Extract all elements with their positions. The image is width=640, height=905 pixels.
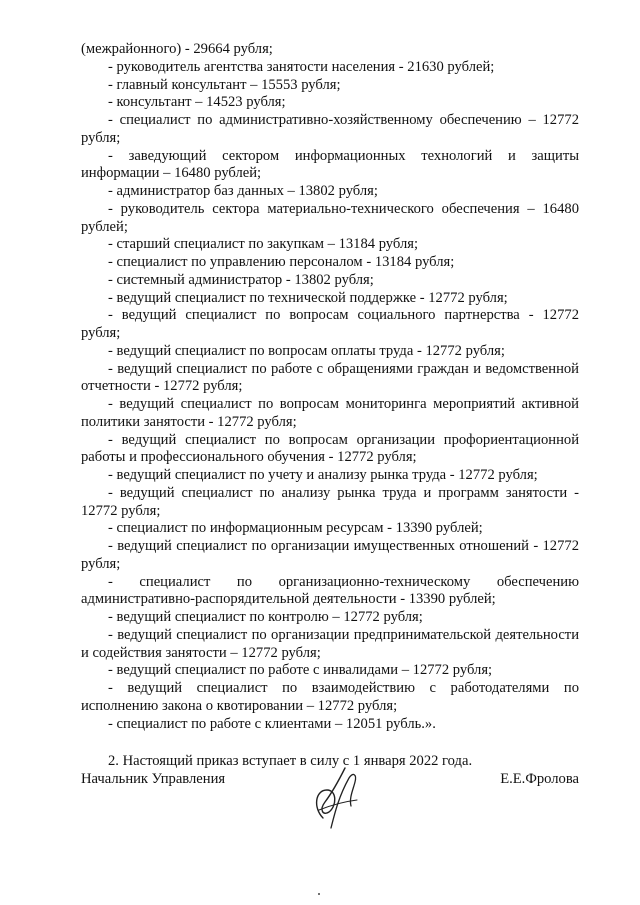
paragraph: - ведущий специалист по организации предпринимательской деятельности и содействия занятости – 12772 рубля;: [81, 626, 579, 661]
paragraph: - ведущий специалист по вопросам организации профориентационной работы и профессионального обучения - 12772 рубля;: [81, 431, 579, 466]
paragraph: - администратор баз данных – 13802 рубля;: [108, 183, 378, 199]
document-body: [81, 41, 579, 771]
paragraph: - специалист по административно-хозяйственному обеспечению – 12772 рубля;: [81, 112, 579, 146]
paragraph: - специалист по информационным ресурсам - 13390 рублей;: [108, 520, 483, 537]
paragraph: - системный администратор - 13802 рубля;: [108, 271, 374, 288]
paragraph: - ведущий специалист по организации имущественных отношений - 12772 рубля;: [81, 538, 579, 572]
paragraph: - ведущий специалист по взаимодействию с работодателями по исполнению закона о квотировании – 12772 рубля;: [81, 680, 579, 714]
signatory-title: Начальник Управления: [81, 771, 226, 787]
paragraph: - руководитель сектора материально-технического обеспечения – 16480 рублей;: [81, 200, 579, 235]
paragraph: - ведущий специалист по контролю – 12772 рубля;: [108, 609, 423, 625]
spacer: [81, 733, 579, 753]
scan-speck: [318, 893, 320, 895]
paragraph: - старший специалист по закупкам – 13184 рубля;: [108, 236, 419, 253]
paragraph: - ведущий специалист по вопросам мониторинга мероприятий активной политики занятости - 12772 рубля;: [81, 396, 579, 430]
paragraph: - специалист по управлению персоналом - 13184 рубля;: [108, 254, 455, 270]
paragraph: - ведущий специалист по работе с инвалидами – 12772 рубля;: [108, 662, 493, 679]
paragraph: - консультант – 14523 рубля;: [108, 94, 286, 111]
paragraph: - заведующий сектором информационных технологий и защиты информации – 16480 рублей;: [81, 147, 579, 182]
handwritten-signature: [305, 760, 365, 832]
paragraph: - ведущий специалист по анализу рынка труда и программ занятости - 12772 рубля;: [81, 484, 579, 519]
paragraph: - ведущий специалист по учету и анализу рынка труда - 12772 рубля;: [108, 467, 538, 483]
paragraph: - ведущий специалист по вопросам оплаты труда - 12772 рубля;: [108, 342, 505, 359]
paragraph: - главный консультант – 15553 рубля;: [108, 76, 341, 93]
paragraph: - специалист по работе с клиентами – 12051 рубль.».: [108, 715, 436, 732]
paragraph: - ведущий специалист по технической поддержке - 12772 рубля;: [108, 289, 508, 306]
effective-date-clause: 2. Настоящий приказ вступает в силу с 1 января 2022 года.: [108, 753, 473, 770]
paragraph: - ведущий специалист по работе с обращениями граждан и ведомственной отчетности - 12772 рубля;: [81, 360, 579, 395]
paragraph: (межрайонного) - 29664 рубля;: [81, 41, 273, 57]
paragraph: - специалист по организационно-техническому обеспечению административно-распорядительной деятельности - 13390 рублей;: [81, 573, 579, 608]
paragraph: - руководитель агентства занятости населения - 21630 рублей;: [108, 58, 495, 75]
signatory-name: Е.Е.Фролова: [500, 771, 579, 787]
paragraph: - ведущий специалист по вопросам социального партнерства - 12772 рубля;: [81, 307, 579, 341]
